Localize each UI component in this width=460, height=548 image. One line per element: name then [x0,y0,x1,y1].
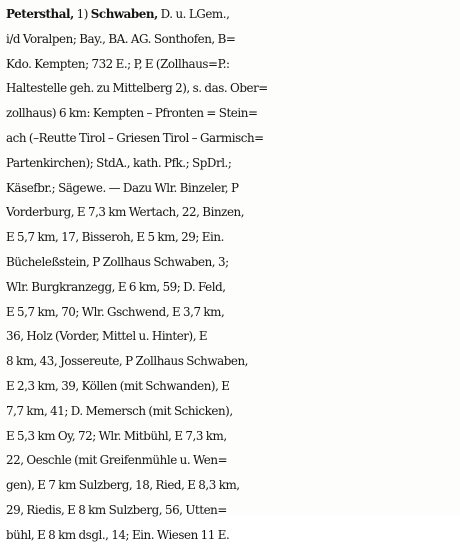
entry-line-1 [6,2,458,27]
entry-sense-number: 1) [76,7,88,21]
entry-line-1-text: D. u. LGem., [160,7,230,21]
entry-line-13: E 5,7 km, 70; Wlr. Gschwend, E 3,7 km, [6,304,225,319]
entry-line-11: Bücheleßstein, P Zollhaus Schwaben, 3; [6,254,229,269]
entry-line-3: Kdo. Kempten; 732 E.; P, E (Zollhaus=P.: [6,56,230,71]
entry-line-10: E 5,7 km, 17, Bisseroh, E 5 km, 29; Ein. [6,230,224,245]
entry-line-8: Käsefbr.; Sägewe. — Dazu Wlr. Binzeler, P [6,180,239,195]
gazetteer-entry-petersthal [6,2,458,548]
entry-line-16: E 2,3 km, 39, Köllen (mit Schwanden), E [6,378,230,393]
entry-line-12: Wlr. Burgkranzegg, E 6 km, 59; D. Feld, [6,279,226,294]
entry-line-4: Haltestelle geh. zu Mittelberg 2), s. das. Ober= [6,81,268,96]
entry-line-14: 36, Holz (Vorder, Mittel u. Hinter), E [6,329,208,344]
entry-line-21: 29, Riedis, E 8 km Sulzberg, 56, Utten= [6,502,227,517]
entry-line-9: Vorderburg, E 7,3 km Wertach, 22, Binzen, [6,205,245,220]
entry-line-22: bühl, E 8 km dsgl., 14; Ein. Wiesen 11 E. [6,527,230,542]
entry-line-19: 22, Oeschle (mit Greifenmühle u. Wen= [6,453,228,468]
entry-headword: Petersthal, [6,7,74,21]
entry-line-7: Partenkirchen); StdA., kath. Pfk.; SpDrl.; [6,155,232,170]
entry-line-15: 8 km, 43, Jossereute, P Zollhaus Schwaben, [6,354,249,369]
entry-line-20: gen), E 7 km Sulzberg, 18, Ried, E 8,3 km, [6,478,240,493]
entry-line-6: ach (–Reutte Tirol – Griesen Tirol – Garmisch= [6,130,264,145]
entry-line-17: 7,7 km, 41; D. Memersch (mit Schicken), [6,403,233,418]
entry-line-2: i/d Voralpen; Bay., BA. AG. Sonthofen, B= [6,31,236,46]
entry-district: Schwaben, [90,7,158,21]
entry-line-5: zollhaus) 6 km: Kempten – Pfronten = Stein= [6,106,258,121]
entry-line-18: E 5,3 km Oy, 72; Wlr. Mitbühl, E 7,3 km, [6,428,227,443]
